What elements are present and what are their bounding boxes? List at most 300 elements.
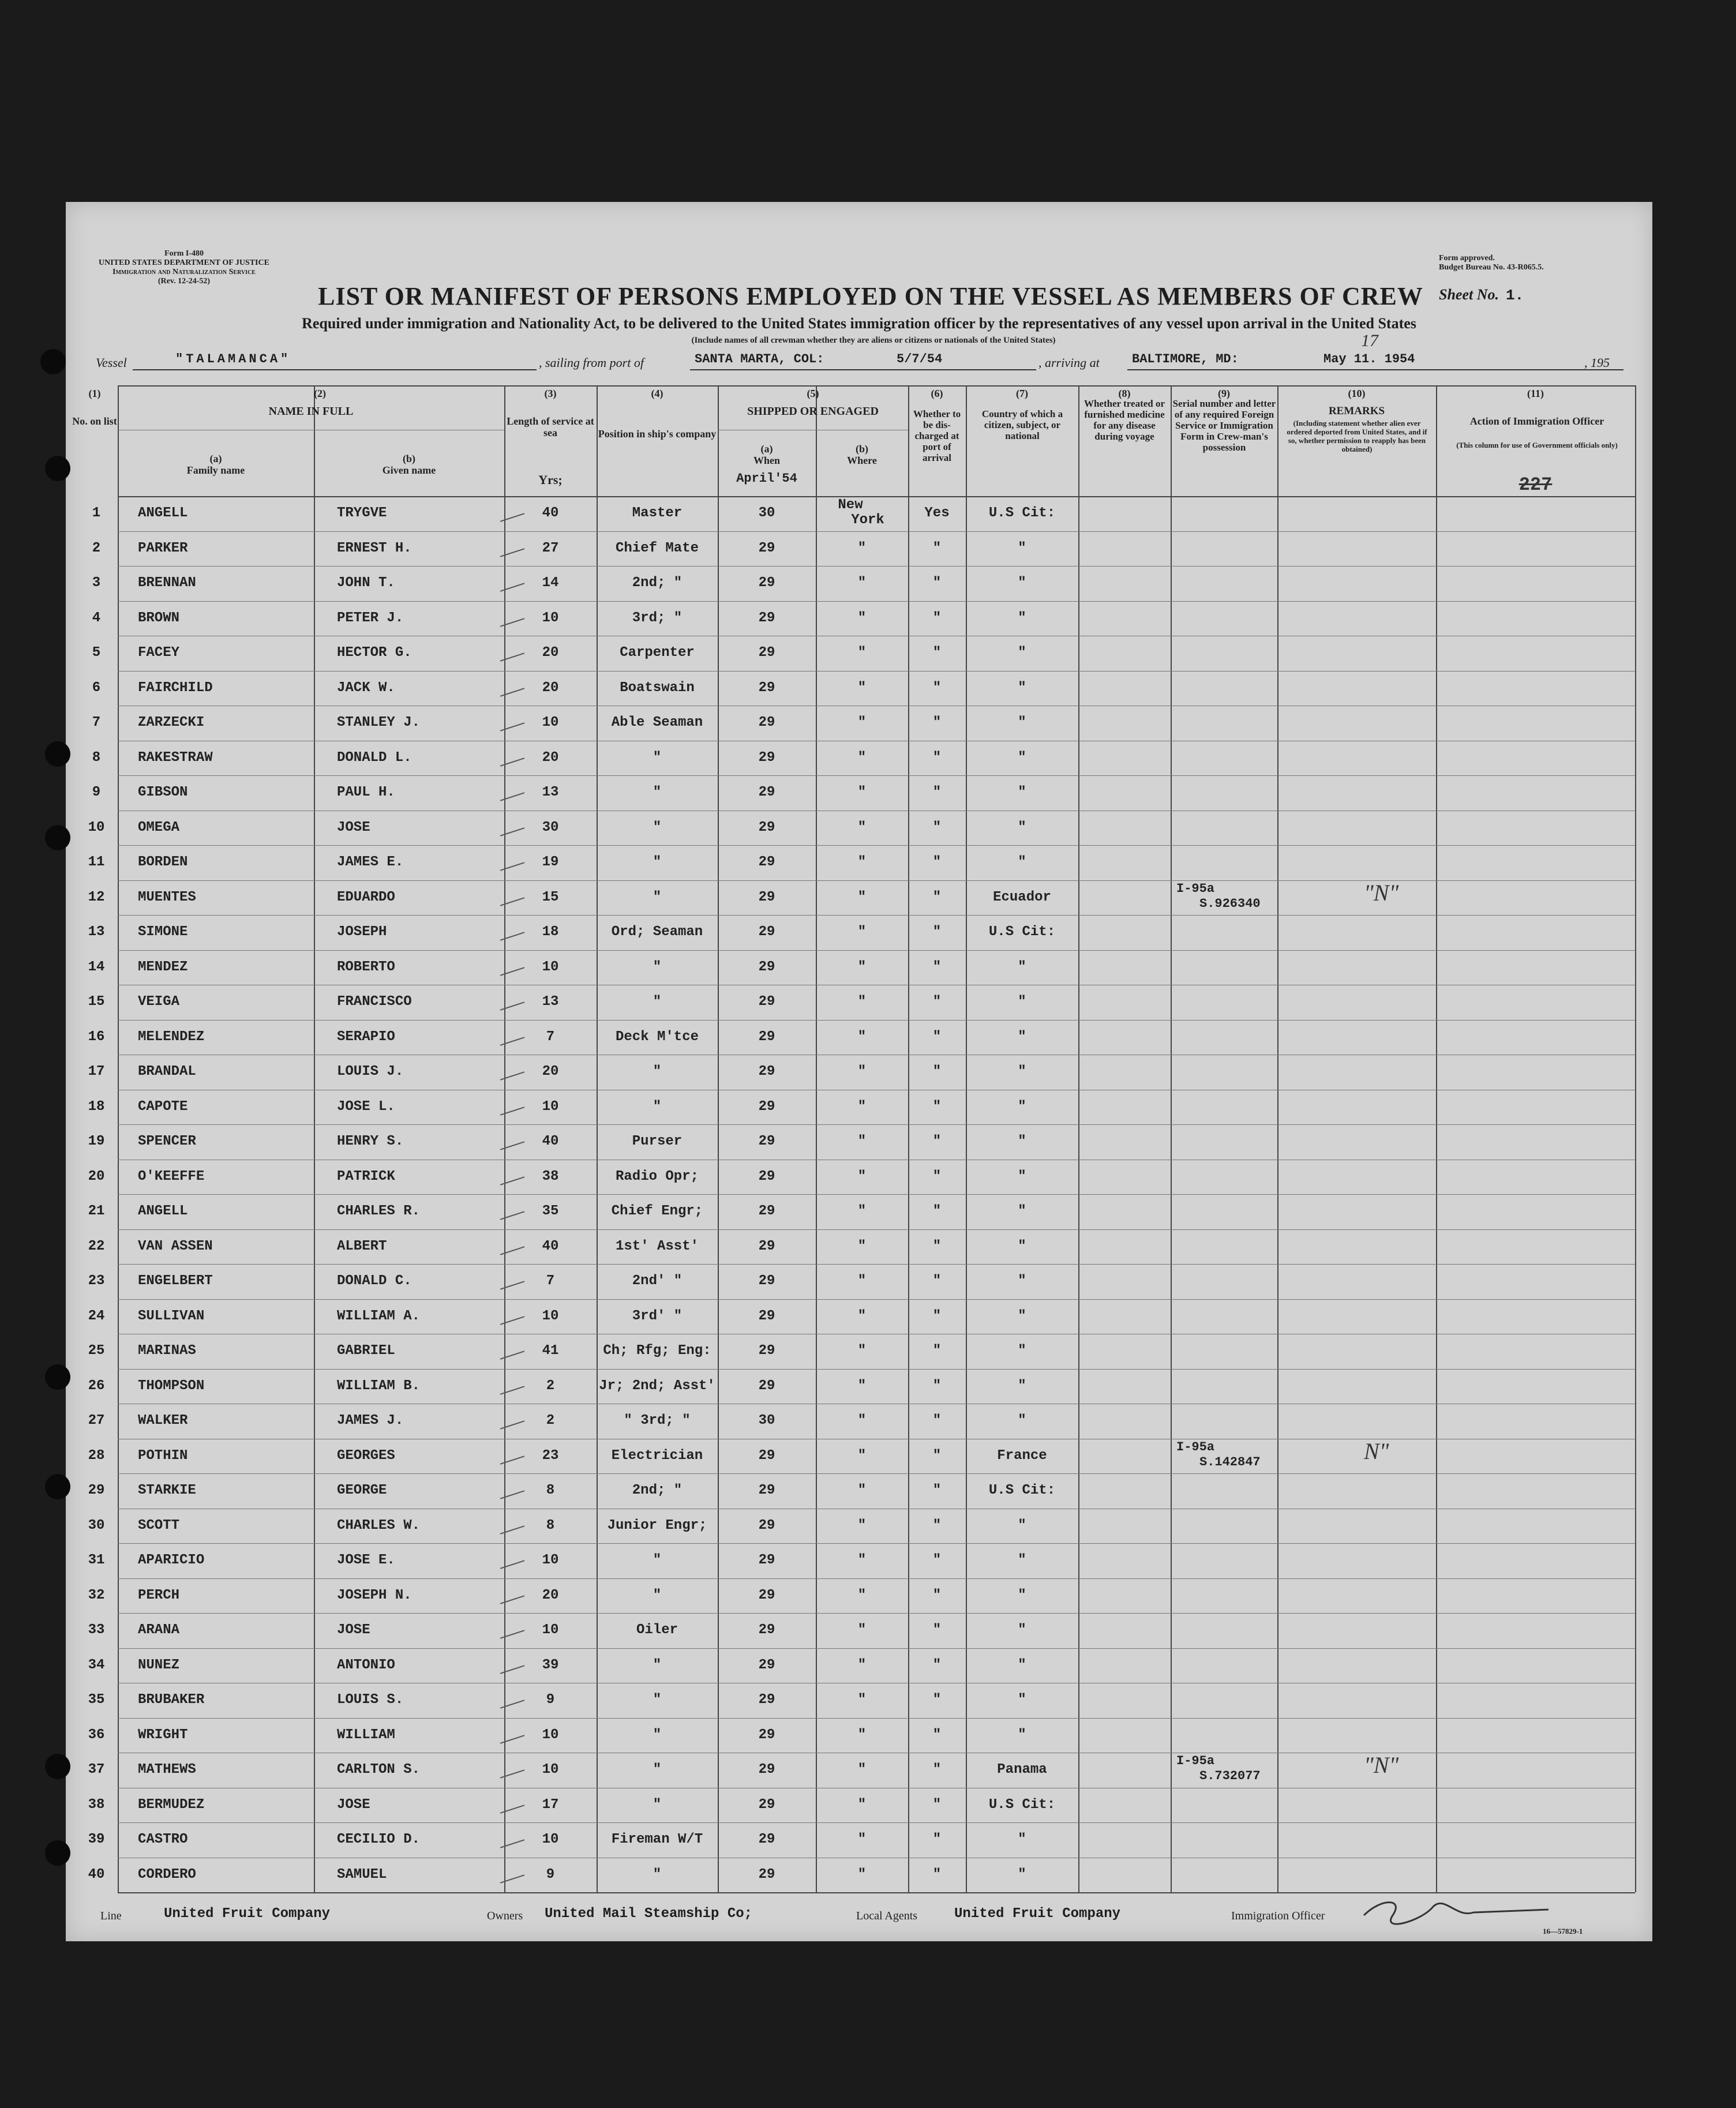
shipped-where: "	[857, 1517, 867, 1533]
given-name: FRANCISCO	[337, 994, 412, 1010]
row-number: 34	[88, 1657, 105, 1673]
shipped-when: 29	[758, 749, 775, 766]
shipped-where: "	[857, 1413, 867, 1428]
given-name: JOSE E.	[337, 1552, 395, 1568]
family-name: APARICIO	[138, 1552, 205, 1568]
shipped-when: 29	[758, 1378, 775, 1394]
row-number: 31	[88, 1552, 105, 1568]
service-years: 20	[542, 749, 559, 766]
discharged: "	[932, 1657, 942, 1673]
row-number: 1	[92, 505, 101, 521]
service-years: 2	[546, 1378, 555, 1394]
country: "	[1018, 1517, 1026, 1533]
shipped-when: 29	[758, 1273, 775, 1289]
row-number: 22	[88, 1238, 105, 1254]
punch-hole	[45, 741, 70, 767]
family-name: PERCH	[138, 1587, 180, 1603]
position: 2nd; "	[632, 1483, 683, 1498]
col-5b-label: (b) Where	[847, 443, 877, 466]
shipped-when: 29	[758, 1657, 775, 1673]
date-correction: 17	[1361, 331, 1378, 350]
col-3-label: Length of service at sea	[507, 415, 594, 438]
shipped-where: "	[857, 959, 867, 975]
shipped-when: 29	[758, 1029, 775, 1045]
shipped-when: 29	[758, 1552, 775, 1568]
country: "	[1018, 785, 1026, 800]
shipped-where: "	[857, 819, 867, 835]
discharged: "	[932, 1832, 942, 1847]
given-name: DONALD L.	[337, 749, 412, 766]
discharged: "	[932, 785, 942, 800]
row-number: 9	[92, 785, 101, 800]
country: "	[1018, 1238, 1026, 1254]
shipped-where: "	[857, 610, 867, 626]
service-years: 40	[542, 505, 559, 521]
arrival-port: BALTIMORE, MD:	[1132, 352, 1239, 366]
country: "	[1018, 715, 1026, 730]
family-name: SULLIVAN	[138, 1308, 205, 1324]
col-8-label: Whether treated or furnished medicine for any disease during voyage	[1083, 398, 1165, 442]
col-5-number: (5)	[807, 388, 819, 399]
service-years: 20	[542, 680, 559, 696]
shipped-where: "	[857, 1447, 867, 1464]
col-5a-value: April'54	[736, 471, 797, 486]
form-service: Immigration and Naturalization Service	[113, 268, 256, 276]
service-years: 30	[542, 819, 559, 835]
form-code: Form I-480	[164, 249, 204, 258]
country: "	[1018, 1413, 1026, 1428]
position: Jr; 2nd; Asst'	[599, 1378, 715, 1394]
col-3-number: (3)	[544, 388, 557, 399]
col-4-number: (4)	[651, 388, 663, 399]
country: "	[1018, 1552, 1026, 1568]
remark: "N"	[1364, 879, 1399, 906]
serial-form: I-95a	[1176, 1754, 1215, 1768]
family-name: STARKIE	[138, 1483, 196, 1498]
family-name: GIBSON	[138, 785, 188, 800]
position: Carpenter	[620, 645, 695, 661]
country: "	[1018, 1866, 1026, 1882]
service-years: 10	[542, 715, 559, 730]
service-years: 7	[546, 1029, 555, 1045]
form-subtitle: Required under immigration and Nationality Act, to be delivered to the United States immigration officer by the representatives of any vessel upon arrival in the United States	[302, 315, 1416, 332]
family-name: MENDEZ	[138, 959, 188, 975]
arrival-date: May 11. 1954	[1323, 352, 1415, 366]
given-name: SERAPIO	[337, 1029, 395, 1045]
given-name: HENRY S.	[337, 1134, 404, 1149]
service-years: 13	[542, 785, 559, 800]
discharged: "	[932, 1796, 942, 1813]
row-number: 36	[88, 1727, 105, 1743]
service-years: 7	[546, 1273, 555, 1289]
shipped-when: 29	[758, 715, 775, 730]
given-name: WILLIAM	[337, 1727, 395, 1743]
country: "	[1018, 680, 1026, 696]
row-number: 24	[88, 1308, 105, 1324]
service-years: 2	[546, 1413, 555, 1428]
service-years: 10	[542, 1308, 559, 1324]
discharged: "	[932, 680, 942, 696]
position: 3rd' "	[632, 1308, 683, 1324]
row-number: 26	[88, 1378, 105, 1394]
family-name: SPENCER	[138, 1134, 196, 1149]
family-name: ENGELBERT	[138, 1273, 213, 1289]
given-name: DONALD C.	[337, 1273, 412, 1289]
position: Chief Engr;	[611, 1203, 703, 1219]
form-title: LIST OR MANIFEST OF PERSONS EMPLOYED ON THE VESSEL AS MEMBERS OF CREW	[318, 282, 1423, 310]
service-years: 10	[542, 1762, 559, 1777]
row-number: 40	[88, 1866, 105, 1882]
service-years: 8	[546, 1483, 555, 1498]
shipped-when: 29	[758, 1343, 775, 1359]
given-name: SAMUEL	[337, 1866, 387, 1882]
shipped-when: 29	[758, 1238, 775, 1254]
punch-hole	[45, 456, 70, 481]
family-name: OMEGA	[138, 819, 180, 835]
row-number: 33	[88, 1622, 105, 1638]
position: 2nd; "	[632, 575, 683, 591]
row-number: 35	[88, 1692, 105, 1708]
row-number: 30	[88, 1517, 105, 1533]
shipped-when: 29	[758, 575, 775, 591]
given-name: JOHN T.	[337, 575, 395, 591]
row-number: 10	[88, 819, 105, 835]
shipped-when: 29	[758, 645, 775, 661]
shipped-where: "	[857, 1238, 867, 1254]
col-2-label: NAME IN FULL	[268, 405, 354, 418]
discharged: "	[932, 1727, 942, 1743]
arriving-label: , arriving at	[1038, 355, 1100, 370]
family-name: MELENDEZ	[138, 1029, 205, 1045]
country: U.S Cit:	[988, 1796, 1056, 1813]
position: "	[653, 1727, 662, 1743]
family-name: WALKER	[138, 1413, 188, 1428]
row-number: 7	[92, 715, 101, 730]
row-number: 21	[88, 1203, 105, 1219]
discharged: "	[932, 1238, 942, 1254]
given-name: PAUL H.	[337, 785, 395, 800]
position: "	[653, 1587, 662, 1603]
footer-owners	[487, 1906, 753, 1923]
shipped-where: "	[857, 1378, 867, 1394]
discharged: "	[932, 1552, 942, 1568]
shipped-where: "	[857, 1832, 867, 1847]
discharged: "	[932, 715, 942, 730]
given-name: ROBERTO	[337, 959, 395, 975]
country: "	[1018, 749, 1026, 766]
family-name: BERMUDEZ	[138, 1796, 205, 1813]
row-number: 29	[88, 1483, 105, 1498]
shipped-where: "	[857, 1762, 867, 1777]
shipped-where: "	[857, 1308, 867, 1324]
col-5-label: SHIPPED OR ENGAGED	[747, 405, 879, 418]
service-years: 10	[542, 1622, 559, 1638]
given-name: TRYGVE	[337, 505, 387, 521]
discharged: "	[932, 749, 942, 766]
service-years: 17	[542, 1796, 559, 1813]
country: "	[1018, 1622, 1026, 1638]
shipped-where: "	[857, 854, 867, 870]
shipped-when: 29	[758, 1064, 775, 1079]
given-name: GEORGE	[337, 1483, 387, 1498]
footer-officer	[1231, 1910, 1325, 1923]
country: "	[1018, 854, 1026, 870]
position: 3rd; "	[632, 610, 683, 626]
country: "	[1018, 575, 1026, 591]
shipped-where: "	[857, 1552, 867, 1568]
family-name: BORDEN	[138, 854, 188, 870]
position: "	[653, 1657, 662, 1673]
shipped-where: "	[857, 680, 867, 696]
row-number: 20	[88, 1168, 105, 1184]
position: Oiler	[636, 1622, 678, 1638]
shipped-where: "	[857, 715, 867, 730]
country: "	[1018, 959, 1026, 975]
row-number: 19	[88, 1134, 105, 1149]
given-name: STANLEY J.	[337, 715, 421, 730]
given-name: LOUIS S.	[337, 1692, 404, 1708]
shipped-where: "	[857, 1168, 867, 1184]
shipped-where: "	[857, 924, 867, 940]
discharged: "	[932, 1064, 942, 1079]
given-name: CECILIO D.	[337, 1832, 421, 1847]
row-number: 18	[88, 1098, 105, 1115]
given-name: JOSEPH N.	[337, 1587, 412, 1603]
shipped-where: "	[857, 749, 867, 766]
family-name: CORDERO	[138, 1866, 196, 1882]
position: Junior Engr;	[607, 1517, 707, 1533]
given-name: WILLIAM A.	[337, 1308, 421, 1324]
row-number: 15	[88, 994, 105, 1010]
shipped-when: 29	[758, 540, 775, 556]
service-years: 18	[542, 924, 559, 940]
discharged: "	[932, 1447, 942, 1464]
given-name: CARLTON S.	[337, 1762, 421, 1777]
serial-number: S.142847	[1199, 1454, 1261, 1469]
col-1-label: No. on list	[72, 415, 117, 427]
family-name: ANGELL	[138, 1203, 188, 1219]
shipped-where: "	[857, 540, 867, 556]
position: "	[653, 854, 662, 870]
sheet-number	[1439, 286, 1524, 304]
position: "	[653, 1866, 662, 1882]
col-10-number: (10)	[1348, 388, 1366, 399]
discharged: "	[932, 1378, 942, 1394]
family-name: BRUBAKER	[138, 1692, 205, 1708]
given-name: JOSE	[337, 1796, 370, 1813]
position: "	[653, 1064, 662, 1079]
col-2a-label: (a) Family name	[186, 453, 245, 476]
shipped-when: 29	[758, 610, 775, 626]
punch-hole	[45, 1474, 70, 1499]
service-years: 14	[542, 575, 559, 591]
vessel-name: "TALAMANCA"	[175, 352, 291, 366]
family-name: FACEY	[138, 645, 180, 661]
form-department: UNITED STATES DEPARTMENT OF JUSTICE	[99, 258, 269, 267]
given-name: JOSEPH	[337, 924, 387, 940]
col-6-number: (6)	[931, 388, 943, 399]
shipped-where: "	[857, 1098, 867, 1115]
country: "	[1018, 1134, 1026, 1149]
shipped-when: 29	[758, 924, 775, 940]
shipped-where: "	[857, 1064, 867, 1079]
position: "	[653, 1796, 662, 1813]
service-years: 23	[542, 1447, 559, 1464]
row-number: 25	[88, 1343, 105, 1359]
service-years: 10	[542, 1832, 559, 1847]
remark: "N"	[1364, 1752, 1399, 1778]
discharged: "	[932, 1866, 942, 1882]
row-number: 39	[88, 1832, 105, 1847]
row-number: 6	[92, 680, 101, 696]
service-years: 20	[542, 1064, 559, 1079]
shipped-where: "	[857, 1796, 867, 1813]
form-budget: Budget Bureau No. 43-R065.5.	[1439, 263, 1544, 272]
shipped-where: "	[857, 1343, 867, 1359]
family-name: VEIGA	[138, 994, 180, 1010]
row-number: 28	[88, 1447, 105, 1464]
col-4-label: Position in ship's company	[598, 428, 717, 440]
owners-label: Owners	[487, 1910, 523, 1922]
row-number: 4	[92, 610, 101, 626]
position: 2nd' "	[632, 1273, 683, 1289]
shipped-where: "	[857, 1134, 867, 1149]
family-name: ZARZECKI	[138, 715, 205, 730]
position: "	[653, 749, 662, 766]
owners-value: United Mail Steamship Co;	[545, 1906, 753, 1922]
country: "	[1018, 819, 1026, 835]
shipped-where: "	[857, 1727, 867, 1743]
col-10-label: REMARKS	[1328, 405, 1385, 417]
shipped-when: 29	[758, 1447, 775, 1464]
discharged: "	[932, 1517, 942, 1533]
position: Chief Mate	[615, 540, 699, 556]
shipped-when: 29	[758, 1622, 775, 1638]
position: Master	[632, 505, 683, 521]
shipped-when: 30	[758, 505, 775, 521]
row-number: 16	[88, 1029, 105, 1045]
discharged: "	[932, 1622, 942, 1638]
country: "	[1018, 994, 1026, 1010]
position: Boatswain	[620, 680, 695, 696]
shipped-when: 29	[758, 854, 775, 870]
shipped-when: 29	[758, 1832, 775, 1847]
country: "	[1018, 1832, 1026, 1847]
col-7-number: (7)	[1016, 388, 1028, 399]
shipped-where: "	[857, 994, 867, 1010]
family-name: SIMONE	[138, 924, 188, 940]
position: "	[653, 819, 662, 835]
family-name: ANGELL	[138, 505, 188, 521]
shipped-where: "	[857, 575, 867, 591]
shipped-where: "	[857, 1483, 867, 1498]
country: Ecuador	[993, 889, 1051, 905]
line-value: United Fruit Company	[164, 1906, 331, 1922]
shipped-when: 29	[758, 819, 775, 835]
shipped-when: 29	[758, 785, 775, 800]
shipped-where: "	[857, 1273, 867, 1289]
row-number: 37	[88, 1762, 105, 1777]
given-name: GABRIEL	[337, 1343, 395, 1359]
country: U.S Cit:	[988, 924, 1056, 940]
col-10-note: (Including statement whether alien ever ordered deported from United States, and if so, whether permission to reapply has been obtained)	[1287, 419, 1427, 453]
row-number: 8	[92, 749, 101, 766]
col-11-label: Action of Immigration Officer	[1469, 415, 1604, 427]
service-years: 40	[542, 1238, 559, 1254]
agents-value: United Fruit Company	[954, 1906, 1121, 1922]
sheet-label: Sheet No.	[1439, 286, 1499, 303]
manifest-page	[66, 202, 1652, 1941]
shipped-where-2: York	[851, 512, 884, 528]
shipped-when: 29	[758, 1134, 775, 1149]
given-name: JOSE	[337, 819, 370, 835]
discharged: "	[932, 1168, 942, 1184]
service-years: 41	[542, 1343, 559, 1359]
row-number: 17	[88, 1064, 105, 1079]
given-name: CHARLES W.	[337, 1517, 421, 1533]
country: "	[1018, 1727, 1026, 1743]
family-name: BRANDAL	[138, 1064, 196, 1079]
country: U.S Cit:	[988, 505, 1056, 521]
country: U.S Cit:	[988, 1483, 1056, 1498]
position: Deck M'tce	[615, 1029, 699, 1045]
print-number: 16—57829-1	[1543, 1927, 1583, 1936]
family-name: ARANA	[138, 1622, 180, 1638]
row-number: 23	[88, 1273, 105, 1289]
country: "	[1018, 1203, 1026, 1219]
punch-hole	[45, 825, 70, 850]
given-name: PETER J.	[337, 610, 404, 626]
family-name: BROWN	[138, 610, 180, 626]
service-years: 35	[542, 1203, 559, 1219]
row-number: 14	[88, 959, 105, 975]
shipped-when: 29	[758, 1587, 775, 1603]
shipped-when: 29	[758, 1762, 775, 1777]
form-revision: (Rev. 12-24-52)	[158, 277, 211, 286]
col-6-label: Whether to be dis-charged at port of arrival	[913, 408, 961, 463]
row-number: 5	[92, 645, 101, 661]
service-years: 10	[542, 610, 559, 626]
position: "	[653, 1692, 662, 1708]
service-years: 20	[542, 1587, 559, 1603]
discharged: "	[932, 924, 942, 940]
service-years: 27	[542, 540, 559, 556]
discharged: "	[932, 575, 942, 591]
discharged: "	[932, 889, 942, 905]
country: "	[1018, 1029, 1026, 1045]
form-approved: Form approved.	[1439, 254, 1495, 262]
family-name: NUNEZ	[138, 1657, 180, 1673]
shipped-when: 29	[758, 1866, 775, 1882]
given-name: JOSE	[337, 1622, 370, 1638]
family-name: BRENNAN	[138, 575, 196, 591]
col-11-number: (11)	[1527, 388, 1544, 399]
position: 1st' Asst'	[615, 1238, 699, 1254]
position: "	[653, 994, 662, 1010]
form-code-block	[83, 249, 285, 286]
country: "	[1018, 1273, 1026, 1289]
shipped-where: "	[857, 785, 867, 800]
service-years: 15	[542, 889, 559, 905]
discharged: "	[932, 1029, 942, 1045]
col-11-note: (This column for use of Government officials only)	[1456, 441, 1618, 449]
service-years: 40	[542, 1134, 559, 1149]
service-years: 39	[542, 1657, 559, 1673]
given-name: JOSE L.	[337, 1098, 395, 1115]
shipped-where: "	[857, 1203, 867, 1219]
discharged: "	[932, 1413, 942, 1428]
discharged: "	[932, 1587, 942, 1603]
